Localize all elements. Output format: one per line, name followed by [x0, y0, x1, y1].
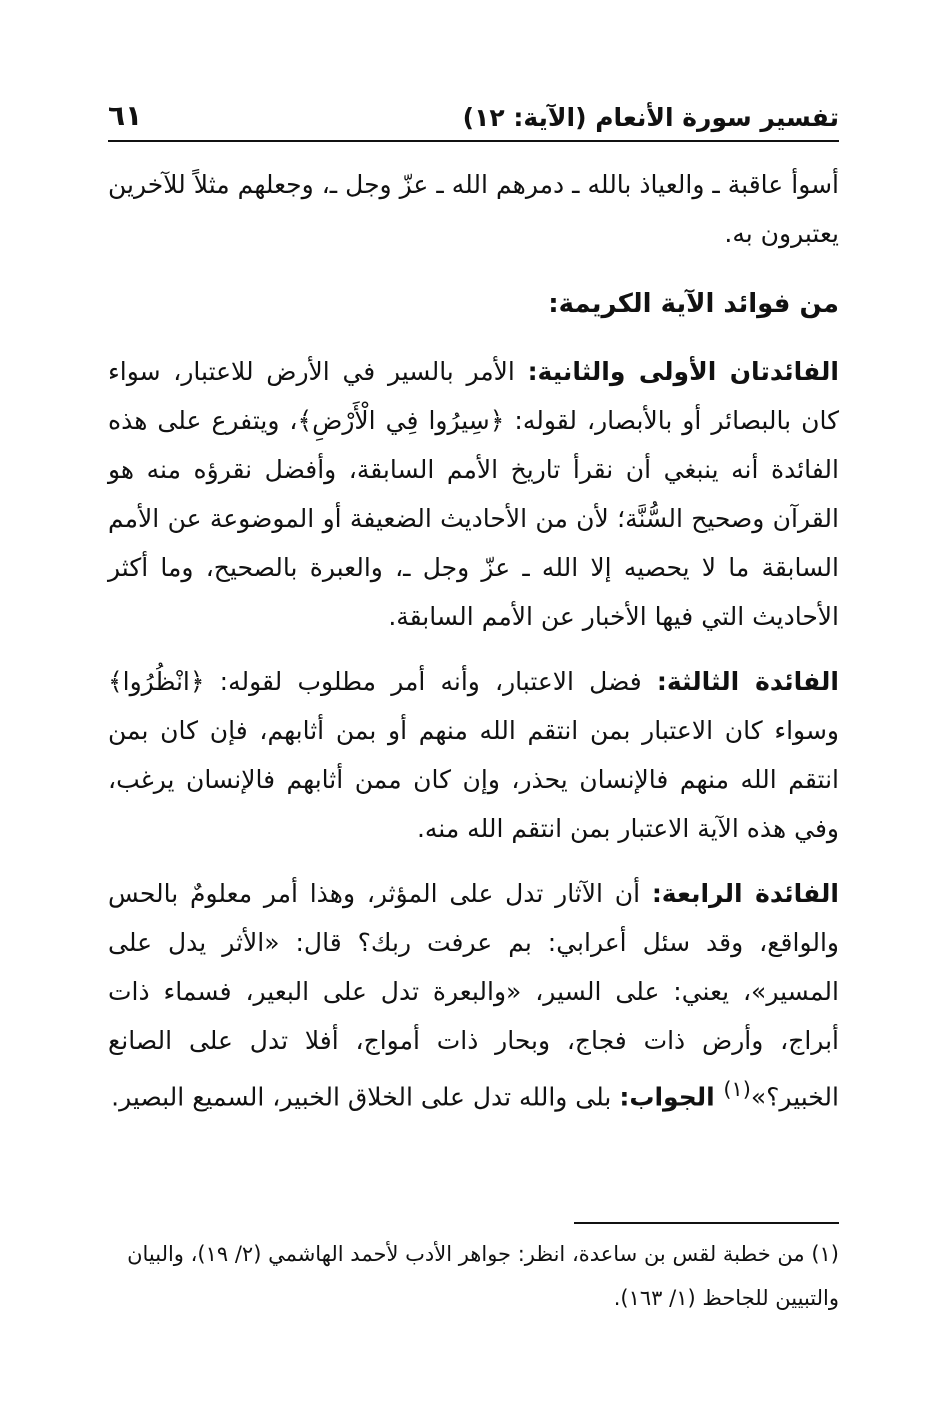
- page-header: [108, 92, 839, 142]
- benefit-text: فضل الاعتبار، وأنه أمر مطلوب لقوله: ﴿انْظُرُوا﴾ وسواء كان الاعتبار بمن انتقم الله منهم أو بمن أثابهم، فإن كان بمن انتقم الله منهم فالإنسان يحذر، وإن كان ممن أثابهم فالإنسان يرغب، وفي هذه الآية الاعتبار بمن انتقم الله منه.: [108, 667, 839, 843]
- benefit-label: الفائدة الثالثة:: [656, 667, 839, 696]
- footnote-reference[interactable]: (١): [723, 1077, 751, 1101]
- benefit-text: أن الآثار تدل على المؤثر، وهذا أمر معلومٌ بالحس والواقع، وقد سئل أعرابي: بم عرفت ربك؟ قال: «الأثر يدل على المسير»، يعني: على السير، «والبعرة تدل على البعير، فسماء ذات أبراج، وأرض ذات فجاج، وبحار ذات أمواج، أفلا تدل على الصانع الخبير؟»: [108, 879, 839, 1112]
- footnote-divider: [574, 1222, 839, 1224]
- benefit-paragraph: [108, 869, 839, 1121]
- footnotes: [108, 1232, 839, 1320]
- benefit-label: الفائدة الرابعة:: [651, 879, 839, 908]
- section-heading: من فوائد الآية الكريمة:: [548, 289, 839, 319]
- answer-label: الجواب:: [619, 1082, 724, 1112]
- running-title: تفسير سورة الأنعام (الآية: ١٢): [462, 103, 839, 132]
- main-text: [108, 160, 839, 1137]
- footnote: (١) من خطبة لقس بن ساعدة، انظر: جواهر الأدب لأحمد الهاشمي (٢/ ١٩)، والبيان والتبيين للجاحظ (١/ ١٦٣).: [127, 1242, 839, 1310]
- benefit-label: الفائدتان الأولى والثانية:: [527, 357, 839, 386]
- intro-paragraph: أسوأ عاقبة ـ والعياذ بالله ـ دمرهم الله ـ عزّ وجل ـ، وجعلهم مثلاً للآخرين يعتبرون به.: [108, 170, 839, 248]
- benefit-paragraph: [108, 347, 839, 641]
- benefit-text: الأمر بالسير في الأرض للاعتبار، سواء كان بالبصائر أو بالأبصار، لقوله: ﴿سِيرُوا فِي الْأَرْضِ﴾، ويتفرع على هذه الفائدة أنه ينبغي أن نقرأ تاريخ الأمم السابقة، وأفضل نقرؤه منه هو القرآن وصحيح السُّنَّة؛ لأن من الأحاديث الضعيفة أو الموضوعة عن الأمم السابقة ما لا يحصيه إلا الله ـ عزّ وجل ـ، والعبرة بالصحيح، وما أكثر الأحاديث التي فيها الأخبار عن الأمم السابقة.: [108, 357, 839, 631]
- benefit-paragraph: [108, 657, 839, 853]
- answer-text: بلى والله تدل على الخلاق الخبير، السميع البصير.: [111, 1082, 620, 1112]
- page-number: ٦١: [108, 99, 143, 132]
